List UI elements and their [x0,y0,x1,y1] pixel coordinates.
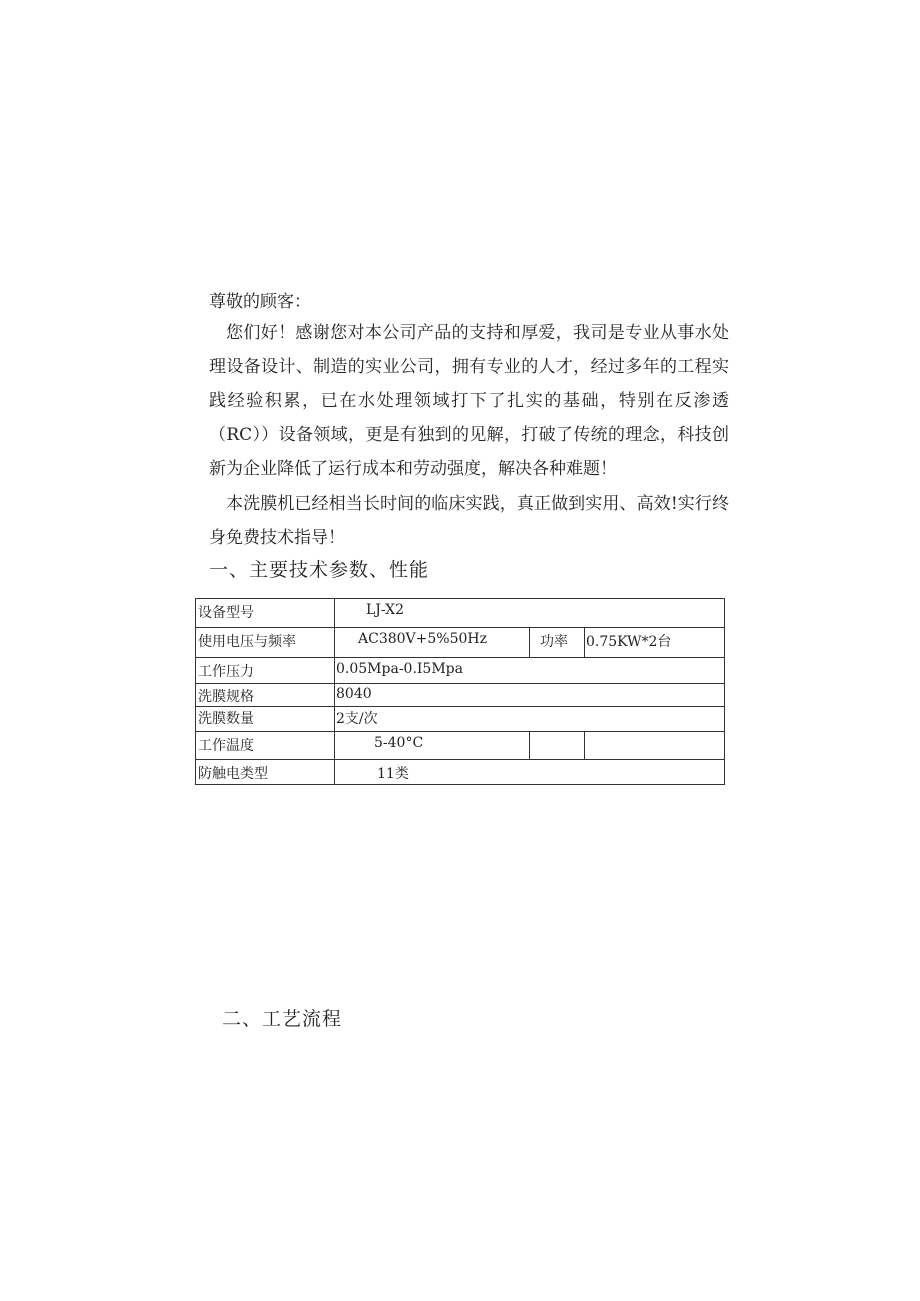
power-value: 0.75KW*2台 [586,634,672,650]
section-title-specs: 一、主要技术参数、性能 [209,559,430,581]
shock-value: 11类 [377,766,409,782]
temp-label: 工作温度 [198,738,254,754]
spec-value: 8040 [336,686,372,702]
table-row-temperature [195,731,725,760]
pressure-label: 工作压力 [198,664,254,680]
table-row-pressure [195,657,725,684]
table-row-model [195,598,725,628]
temp-value: 5-40°C [374,735,424,751]
table-row-quantity [195,706,725,732]
greeting: 尊敬的顾客： [209,292,311,312]
qty-value: 2支/次 [336,711,378,727]
qty-label: 洗膜数量 [198,711,254,727]
power-label: 功率 [540,634,568,650]
intro-paragraph: 您们好！感谢您对本公司产品的支持和厚爱，我司是专业从事水处理设备设计、制造的实业公司，拥有专业的人才，经过多年的工程实践经验积累，已在水处理领域打下了扎实的基础，特别在反渗透（RC））设备领域，更是有独到的见解，打破了传统的理念，科技创新为企业降低了运行成本和劳动强度，解决各种难题！ [209,323,729,479]
table-row-voltage [195,627,725,658]
shock-label: 防触电类型 [198,766,268,782]
voltage-value: AC380V+5%50Hz [358,631,487,647]
pressure-value: 0.05Mpa-0.I5Mpa [336,661,463,677]
model-label: 设备型号 [198,605,254,621]
section-title-process: 二、工艺流程 [222,1008,343,1030]
table-row-shock [195,759,725,785]
model-value: LJ-X2 [366,602,405,618]
spec-table [195,598,725,785]
voltage-label: 使用电压与频率 [198,634,296,650]
product-paragraph: 本洗膜机已经相当长时间的临床实践，真正做到实用、高效!实行终身免费技术指导！ [209,494,729,548]
table-row-spec [195,683,725,707]
spec-label: 洗膜规格 [198,689,254,705]
